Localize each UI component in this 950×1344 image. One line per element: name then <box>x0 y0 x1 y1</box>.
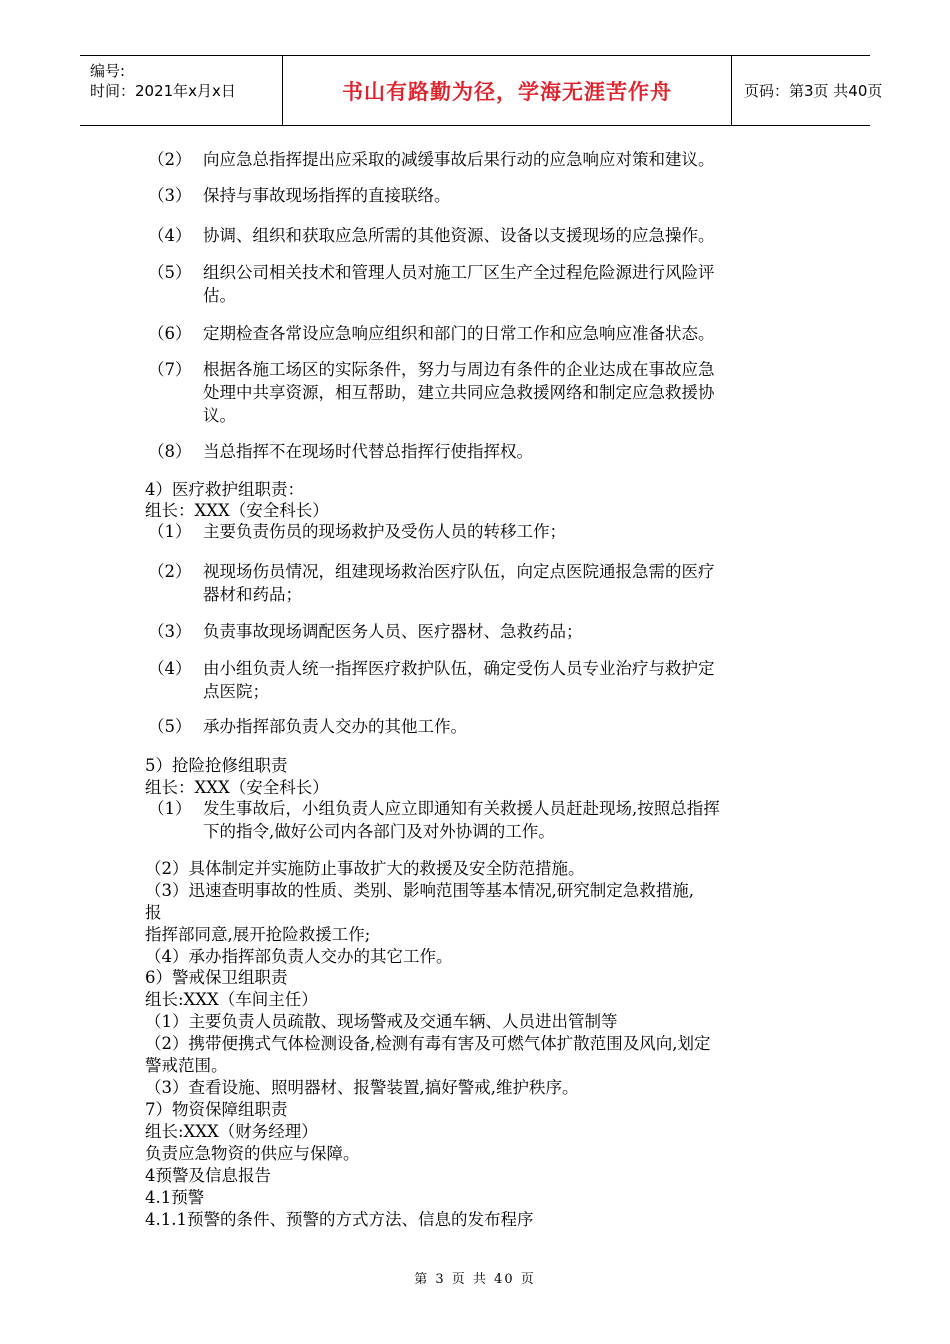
item-number: （3） <box>148 186 192 205</box>
rescue-item-3-cont: 报 <box>145 903 162 922</box>
guard-item-2: （2）携带便携式气体检测设备,检测有毒有害及可燃气体扩散范围及风向,划定 <box>145 1034 711 1053</box>
header-page-label: 页码：第3页 共40页 <box>744 82 883 100</box>
section-title-medical: 4）医疗救护组职责： <box>145 480 304 499</box>
item-text: 主要负责伤员的现场救护及受伤人员的转移工作； <box>203 522 566 541</box>
item-number: （3） <box>148 622 192 641</box>
leader-supply: 组长:XXX（财务经理） <box>145 1122 318 1141</box>
item-text-cont: 器材和药品； <box>203 585 302 604</box>
item-text: 视现场伤员情况，组建现场救治医疗队伍，向定点医院通报急需的医疗 <box>203 562 715 581</box>
item-text-cont: 议。 <box>203 406 236 425</box>
section-heading-4-1: 4.1预警 <box>145 1188 205 1207</box>
guard-item-2-cont: 警戒范围。 <box>145 1056 228 1075</box>
guard-item-3: （3）查看设施、照明器材、报警装置,搞好警戒,维护秩序。 <box>145 1078 579 1097</box>
item-text: 发生事故后，小组负责人应立即通知有关救援人员赶赴现场,按照总指挥 <box>203 799 720 818</box>
item-text-cont: 处理中共享资源，相互帮助，建立共同应急救援网络和制定应急救援协 <box>203 383 715 402</box>
page-footer: 第 3 页 共 40 页 <box>414 1272 536 1287</box>
rescue-item-2: （2）具体制定并实施防止事故扩大的救援及安全防范措施。 <box>145 859 585 878</box>
item-text: 定期检查各常设应急响应组织和部门的日常工作和应急响应准备状态。 <box>203 324 715 343</box>
leader-medical: 组长：XXX（安全科长） <box>145 501 329 520</box>
item-text-cont: 估。 <box>203 286 236 305</box>
rescue-item-3-cont2: 指挥部同意,展开抢险救援工作; <box>145 925 371 944</box>
rescue-item-4: （4）承办指挥部负责人交办的其它工作。 <box>145 947 453 966</box>
item-text-cont: 点医院； <box>203 682 269 701</box>
item-number: （5） <box>148 717 192 736</box>
item-text: 承办指挥部负责人交办的其他工作。 <box>203 717 467 736</box>
item-number: （4） <box>148 226 192 245</box>
time-label: 时间：2021年x月x日 <box>90 82 236 100</box>
rescue-item-3: （3）迅速查明事故的性质、类别、影响范围等基本情况,研究制定急救措施, <box>145 881 694 900</box>
header-meta <box>80 56 282 125</box>
section-title-rescue: 5）抢险抢修组职责 <box>145 756 288 775</box>
section-title-supply: 7）物资保障组职责 <box>145 1100 288 1119</box>
item-text-cont: 下的指令,做好公司内各部门及对外协调的工作。 <box>203 822 555 841</box>
item-number: （1） <box>148 522 192 541</box>
item-number: （1） <box>148 799 192 818</box>
item-text: 协调、组织和获取应急所需的其他资源、设备以支援现场的应急操作。 <box>203 226 715 245</box>
item-text: 保持与事故现场指挥的直接联络。 <box>203 186 451 205</box>
supply-text: 负责应急物资的供应与保障。 <box>145 1144 360 1163</box>
item-text: 向应急总指挥提出应采取的减缓事故后果行动的应急响应对策和建议。 <box>203 150 715 169</box>
section-heading-4: 4预警及信息报告 <box>145 1166 271 1185</box>
section-heading-4-1-1: 4.1.1预警的条件、预警的方式方法、信息的发布程序 <box>145 1210 534 1229</box>
leader-rescue: 组长：XXX（安全科长） <box>145 778 329 797</box>
item-number: （2） <box>148 150 192 169</box>
item-number: （5） <box>148 263 192 282</box>
guard-item-1: （1）主要负责人员疏散、现场警戒及交通车辆、人员进出管制等 <box>145 1012 618 1031</box>
item-text: 组织公司相关技术和管理人员对施工厂区生产全过程危险源进行风险评 <box>203 263 715 282</box>
header-motto <box>282 56 732 125</box>
item-text: 根据各施工场区的实际条件，努力与周边有条件的企业达成在事故应急 <box>203 360 715 379</box>
item-text: 由小组负责人统一指挥医疗救护队伍，确定受伤人员专业治疗与救护定 <box>203 659 715 678</box>
item-text: 当总指挥不在现场时代替总指挥行使指挥权。 <box>203 442 533 461</box>
item-number: （7） <box>148 360 192 379</box>
leader-guard: 组长:XXX（车间主任） <box>145 990 318 1009</box>
item-number: （6） <box>148 324 192 343</box>
section-title-guard: 6）警戒保卫组职责 <box>145 968 288 987</box>
item-number: （8） <box>148 442 192 461</box>
item-number: （2） <box>148 562 192 581</box>
motto-text: 书山有路勤为径，学海无涯苦作舟 <box>342 79 672 104</box>
item-number: （4） <box>148 659 192 678</box>
item-text: 负责事故现场调配医务人员、医疗器材、急救药品； <box>203 622 583 641</box>
page-header <box>80 55 883 126</box>
number-label: 编号: <box>90 62 126 80</box>
